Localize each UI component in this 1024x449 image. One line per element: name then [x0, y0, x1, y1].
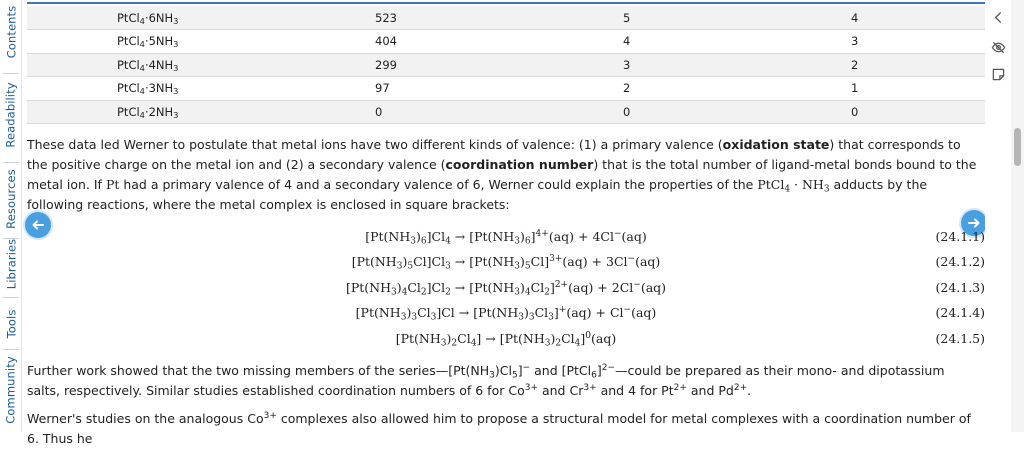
rail-divider [3, 349, 19, 350]
math-adduct [757, 177, 830, 195]
formula-part: 3 [173, 86, 179, 97]
formula-part: PtCl [117, 57, 140, 72]
note-icon [991, 67, 1006, 82]
equation-24-1-4: $[Pt(NH_3)_3Cl_3]Cl \to [Pt(NH_3)_3Cl_3]^+(aq) + Cl^-(aq)$ [355, 305, 657, 323]
paragraph-text: adducts by the following reactions, where the metal complex is enclosed in square brackets: [27, 177, 928, 212]
rail-divider [3, 73, 19, 74]
formula-part: PtCl [117, 104, 140, 119]
eye-off-icon [991, 40, 1006, 55]
equation-number: (24.1.3) [935, 280, 985, 295]
formula-part: ·4NH [144, 57, 174, 72]
cell-formula [27, 77, 277, 101]
tab-resources[interactable] [0, 164, 22, 234]
rail-divider [3, 297, 19, 298]
paragraph-text: and 4 for Pt [596, 383, 674, 398]
cell-formula [27, 100, 277, 124]
table-row [27, 6, 985, 30]
cell-formula [27, 30, 277, 54]
equation-number: (24.1.4) [935, 305, 985, 320]
formula-part: 3 [173, 15, 179, 26]
table-top-rule [27, 2, 985, 4]
paragraph-text: Further work showed that the two missing members of the series—[Pt(NH [27, 363, 490, 378]
paragraph-text: Werner's studies on the analogous Co [27, 411, 264, 426]
formula-part: PtCl [117, 10, 140, 25]
superscript: 2+ [673, 383, 687, 394]
subscript: 5 [511, 370, 518, 381]
paragraph-text: and Cr [538, 383, 584, 398]
formula-part: ·3NH [144, 81, 174, 96]
page-content [27, 0, 985, 446]
formula-part: ·6NH [144, 10, 174, 25]
formula-part: ·2NH [144, 104, 174, 119]
equation-number: (24.1.5) [935, 331, 985, 346]
equation-row [27, 250, 985, 274]
cell-conductivity: 523 [277, 6, 527, 30]
paragraph-text: —could be prepared as their mono- and dipotassium salts, respectively. Similar studies established coordination numbers of 6 for Co [27, 363, 945, 398]
paragraph-text: ] [596, 363, 602, 378]
formula-part: 4 [139, 39, 145, 50]
formula-part: PtCl [117, 34, 140, 49]
paragraph-text: and [PtCl [530, 363, 592, 378]
term-oxidation-state: oxidation state [722, 137, 830, 152]
hide-highlights-button[interactable] [987, 36, 1009, 58]
table-row [27, 53, 985, 77]
superscript: 3+ [583, 383, 597, 394]
equation-24-1-1: $[Pt(NH_3)_6]Cl_4 \to [Pt(NH_3)_6]^{4+}(aq) + 4Cl^-(aq)$ [365, 229, 647, 247]
cell-chloride-count: 3 [767, 30, 985, 54]
subscript: 6 [591, 370, 597, 381]
paragraph-text: ] [517, 363, 523, 378]
tab-resources-label: Resources [4, 169, 19, 229]
table-row [27, 30, 985, 54]
table-row [27, 77, 985, 101]
math-adduct-tail: · NH [790, 177, 824, 192]
sidebar-rail [0, 0, 22, 432]
paragraph-text: )Cl [494, 363, 512, 378]
equation-number: (24.1.2) [935, 254, 985, 269]
tab-contents[interactable] [0, 2, 22, 62]
cell-chloride-count: 0 [767, 100, 985, 124]
tab-tools-label: Tools [4, 309, 18, 339]
paragraph-text: These data led Werner to postulate that metal ions have two different kinds of valence: (1) a primary valence ( [27, 137, 723, 152]
paragraph-text: ) that corresponds to the positive charge on the metal ion and (2) a secondary valence ( [27, 137, 961, 172]
cell-chloride-count: 4 [767, 6, 985, 30]
formula-part: 4 [139, 109, 145, 120]
data-table [27, 6, 985, 124]
cell-chloride-count: 1 [767, 77, 985, 101]
cell-conductivity: 404 [277, 30, 527, 54]
subscript: 3 [489, 370, 495, 381]
math-adduct-sub: 4 [784, 184, 791, 195]
math-adduct-tail-sub: 3 [823, 184, 830, 195]
superscript: 3+ [524, 383, 538, 394]
paragraph-cobalt [27, 409, 977, 449]
equation-24-1-3: $[Pt(NH_3)_4Cl_2]Cl_2 \to [Pt(NH_3)_4Cl_2]^{2+}(aq) + 2Cl^-(aq)$ [345, 280, 667, 298]
equation-number: (24.1.1) [935, 229, 985, 244]
tab-libraries-label: Libraries [4, 238, 19, 290]
formula-part: 3 [173, 39, 179, 50]
tab-readability[interactable] [0, 78, 22, 152]
formula-part: ·5NH [144, 34, 174, 49]
equation-row [27, 327, 985, 351]
superscript: 3+ [263, 411, 277, 422]
tab-community-label: Community [4, 356, 18, 424]
table-row [27, 100, 985, 124]
cell-ion-count: 4 [527, 30, 767, 54]
formula-part: 4 [139, 62, 145, 73]
cell-ion-count: 3 [527, 53, 767, 77]
cell-ion-count: 0 [527, 100, 767, 124]
paragraph-valence [27, 135, 977, 215]
equation-24-1-5: $[Pt(NH_3)_2Cl_4] \to [Pt(NH_3)_2Cl_4]^0(aq)$ [395, 331, 617, 349]
tab-community[interactable] [0, 354, 22, 426]
rail-divider [3, 162, 19, 163]
paragraph-text: . [747, 383, 752, 398]
tab-contents-label: Contents [4, 5, 18, 59]
cell-ion-count: 5 [527, 6, 767, 30]
formula-part: 4 [139, 86, 145, 97]
tab-libraries[interactable] [0, 236, 22, 292]
cell-conductivity: 0 [277, 100, 527, 124]
chevron-left-icon [991, 10, 1006, 25]
superscript: 2− [601, 363, 616, 374]
paragraph-text: had a primary valence of 4 and a secondary valence of 6, Werner could explain the properties of the [119, 177, 758, 192]
cell-formula [27, 6, 277, 30]
tab-readability-label: Readability [4, 82, 18, 148]
equation-row [27, 301, 985, 325]
cell-conductivity: 299 [277, 53, 527, 77]
formula-part: PtCl [117, 81, 140, 96]
cell-formula [27, 53, 277, 77]
page-scrollbar[interactable] [1011, 0, 1024, 432]
superscript: − [522, 363, 531, 374]
annotate-button[interactable] [987, 63, 1009, 85]
equation-row [27, 276, 985, 300]
paragraph-missing-members [27, 361, 977, 401]
paragraph-text: complexes also allowed him to propose a structural model for metal complexes with a coordination number of 6. Thus he [27, 411, 971, 446]
math-pt: Pt [105, 177, 120, 192]
cell-chloride-count: 2 [767, 53, 985, 77]
scrollbar-thumb[interactable] [1014, 128, 1021, 166]
equation-row [27, 225, 985, 249]
term-coordination-number: coordination number [445, 157, 594, 172]
math-adduct-base: PtCl [757, 177, 785, 192]
formula-part: 3 [173, 109, 179, 120]
formula-part: 3 [173, 62, 179, 73]
superscript: 2+ [733, 383, 748, 394]
collapse-tools-button[interactable] [987, 6, 1009, 28]
cell-conductivity: 97 [277, 77, 527, 101]
tab-tools[interactable] [0, 304, 22, 344]
equation-24-1-2: $[Pt(NH_3)_5Cl]Cl_3 \to [Pt(NH_3)_5Cl]^{3+}(aq) + 3Cl^-(aq)$ [351, 254, 661, 272]
cell-ion-count: 2 [527, 77, 767, 101]
paragraph-text: and Pd [686, 383, 734, 398]
formula-part: 4 [139, 15, 145, 26]
paragraph-text: ) that is the total number of ligand-metal bonds bound to the metal ion. If [27, 157, 977, 192]
